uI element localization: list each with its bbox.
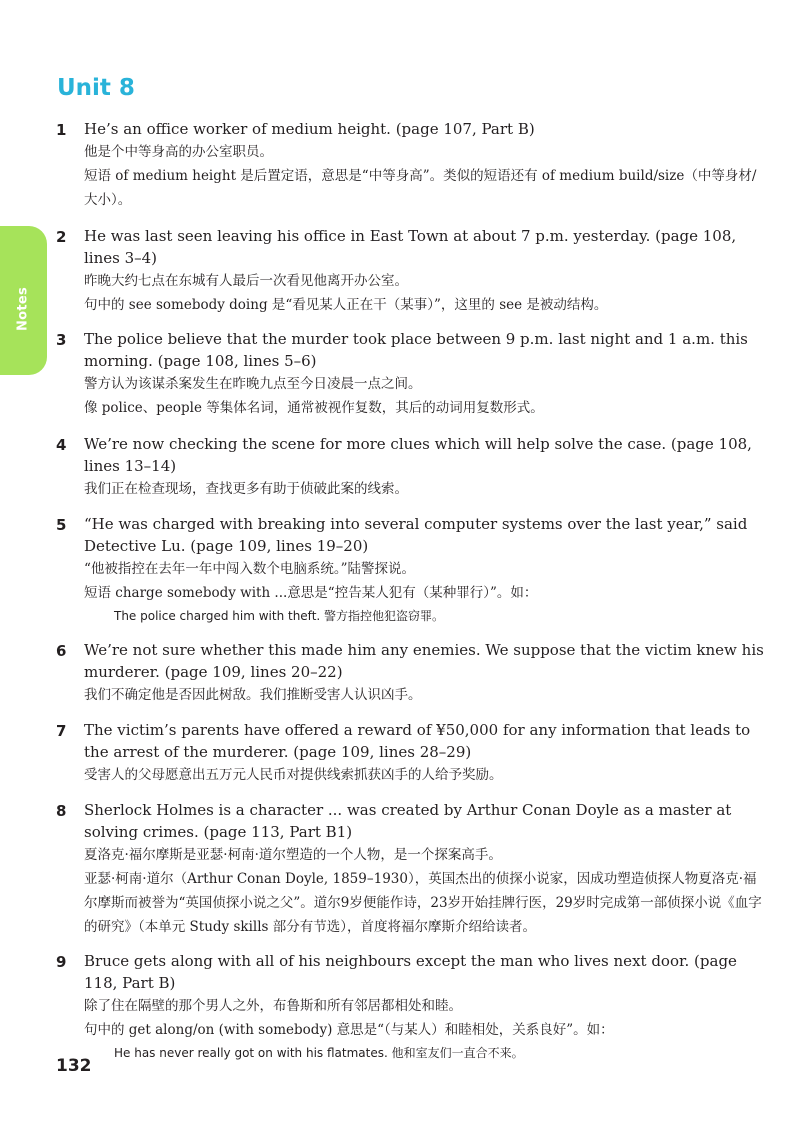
note-item [56, 225, 766, 317]
note-english-sentence: He was last seen leaving his office in East Town at about 7 p.m. yesterday. (page 108, lines 3–4) [84, 227, 737, 267]
note-number: 9 [56, 953, 67, 971]
note-english-sentence: Sherlock Holmes is a character ... was created by Arthur Conan Doyle as a master at solving crimes. (page 113, Part B1) [84, 801, 732, 841]
note-number: 7 [56, 722, 67, 740]
note-number: 8 [56, 802, 67, 820]
unit-title: Unit 8 [57, 75, 135, 101]
note-item [56, 719, 766, 787]
note-chinese-line: 警方认为该谋杀案发生在昨晚九点至今日凌晨一点之间。 [84, 376, 422, 392]
note-english-sentence: We’re not sure whether this made him any enemies. We suppose that the victim knew his murderer. (page 109, lines 20–22) [84, 641, 764, 681]
note-item [56, 328, 766, 420]
note-number: 2 [56, 228, 67, 246]
note-chinese-line: 短语 of medium height 是后置定语，意思是“中等身高”。类似的短语还有 of medium build/size（中等身材/大小）。 [84, 168, 757, 208]
note-chinese-line: 夏洛克·福尔摩斯是亚瑟·柯南·道尔塑造的一个人物，是一个探案高手。 [84, 847, 502, 863]
note-chinese-line: 除了住在隔壁的那个男人之外，布鲁斯和所有邻居都相处和睦。 [84, 998, 462, 1014]
note-item [56, 950, 766, 1064]
note-item [56, 799, 766, 939]
note-chinese-line: 亚瑟·柯南·道尔（Arthur Conan Doyle, 1859–1930），英国杰出的侦探小说家，因成功塑造侦探人物夏洛克·福尔摩斯而被誉为“英国侦探小说之父”。道尔9岁便能作诗，23岁开始挂牌行医，29岁时完成第一部侦探小说《血字的研究》（本单元 Study skills 部分有节选），首度将福尔摩斯介绍给读者。 [84, 871, 762, 935]
note-item [56, 639, 766, 707]
notes-list [56, 118, 766, 1064]
note-number: 6 [56, 642, 67, 660]
note-chinese-line: 受害人的父母愿意出五万元人民币对提供线索抓获凶手的人给予奖励。 [84, 767, 503, 783]
note-item [56, 118, 766, 212]
note-chinese-line: 短语 charge somebody with ...意思是“控告某人犯有（某种罪行）”。如： [84, 585, 538, 601]
note-number: 4 [56, 436, 67, 454]
note-number: 5 [56, 516, 67, 534]
note-chinese-line: 句中的 get along/on (with somebody) 意思是“（与某人）和睦相处，关系良好”。如： [84, 1022, 614, 1038]
note-english-sentence: We’re now checking the scene for more clues which will help solve the case. (page 108, lines 13–14) [84, 435, 752, 475]
note-chinese-line: 我们不确定他是否因此树敌。我们推断受害人认识凶手。 [84, 687, 422, 703]
note-chinese-line: 昨晚大约七点在东城有人最后一次看见他离开办公室。 [84, 273, 408, 289]
note-chinese-line: 我们正在检查现场，查找更多有助于侦破此案的线索。 [84, 481, 408, 497]
note-item [56, 513, 766, 627]
note-chinese-line: 他是个中等身高的办公室职员。 [84, 144, 273, 160]
note-example-sentence: He has never really got on with his flatmates. 他和室友们一直合不来。 [114, 1046, 524, 1060]
note-english-sentence: “He was charged with breaking into several computer systems over the last year,” said Detective Lu. (page 109, lines 19–20) [84, 515, 748, 555]
note-english-sentence: The police believe that the murder took place between 9 p.m. last night and 1 a.m. this morning. (page 108, lines 5–6) [84, 330, 748, 370]
note-number: 3 [56, 331, 67, 349]
notes-side-tab-label: Notes [15, 286, 31, 332]
note-english-sentence: Bruce gets along with all of his neighbours except the man who lives next door. (page 118, Part B) [84, 952, 737, 992]
note-number: 1 [56, 121, 67, 139]
note-english-sentence: The victim’s parents have offered a reward of ¥50,000 for any information that leads to the arrest of the murderer. (page 109, lines 28–29) [84, 721, 751, 761]
note-chinese-line: “他被指控在去年一年中闯入数个电脑系统。”陆警探说。 [84, 561, 416, 577]
note-item [56, 433, 766, 501]
page-number: 132 [56, 1056, 92, 1076]
note-english-sentence: He’s an office worker of medium height. (page 107, Part B) [84, 120, 535, 138]
note-example-sentence: The police charged him with theft. 警方指控他犯盗窃罪。 [114, 609, 445, 623]
note-chinese-line: 句中的 see somebody doing 是“看见某人正在干（某事）”，这里的 see 是被动结构。 [84, 297, 608, 313]
note-chinese-line: 像 police、people 等集体名词，通常被视作复数，其后的动词用复数形式。 [84, 400, 544, 416]
